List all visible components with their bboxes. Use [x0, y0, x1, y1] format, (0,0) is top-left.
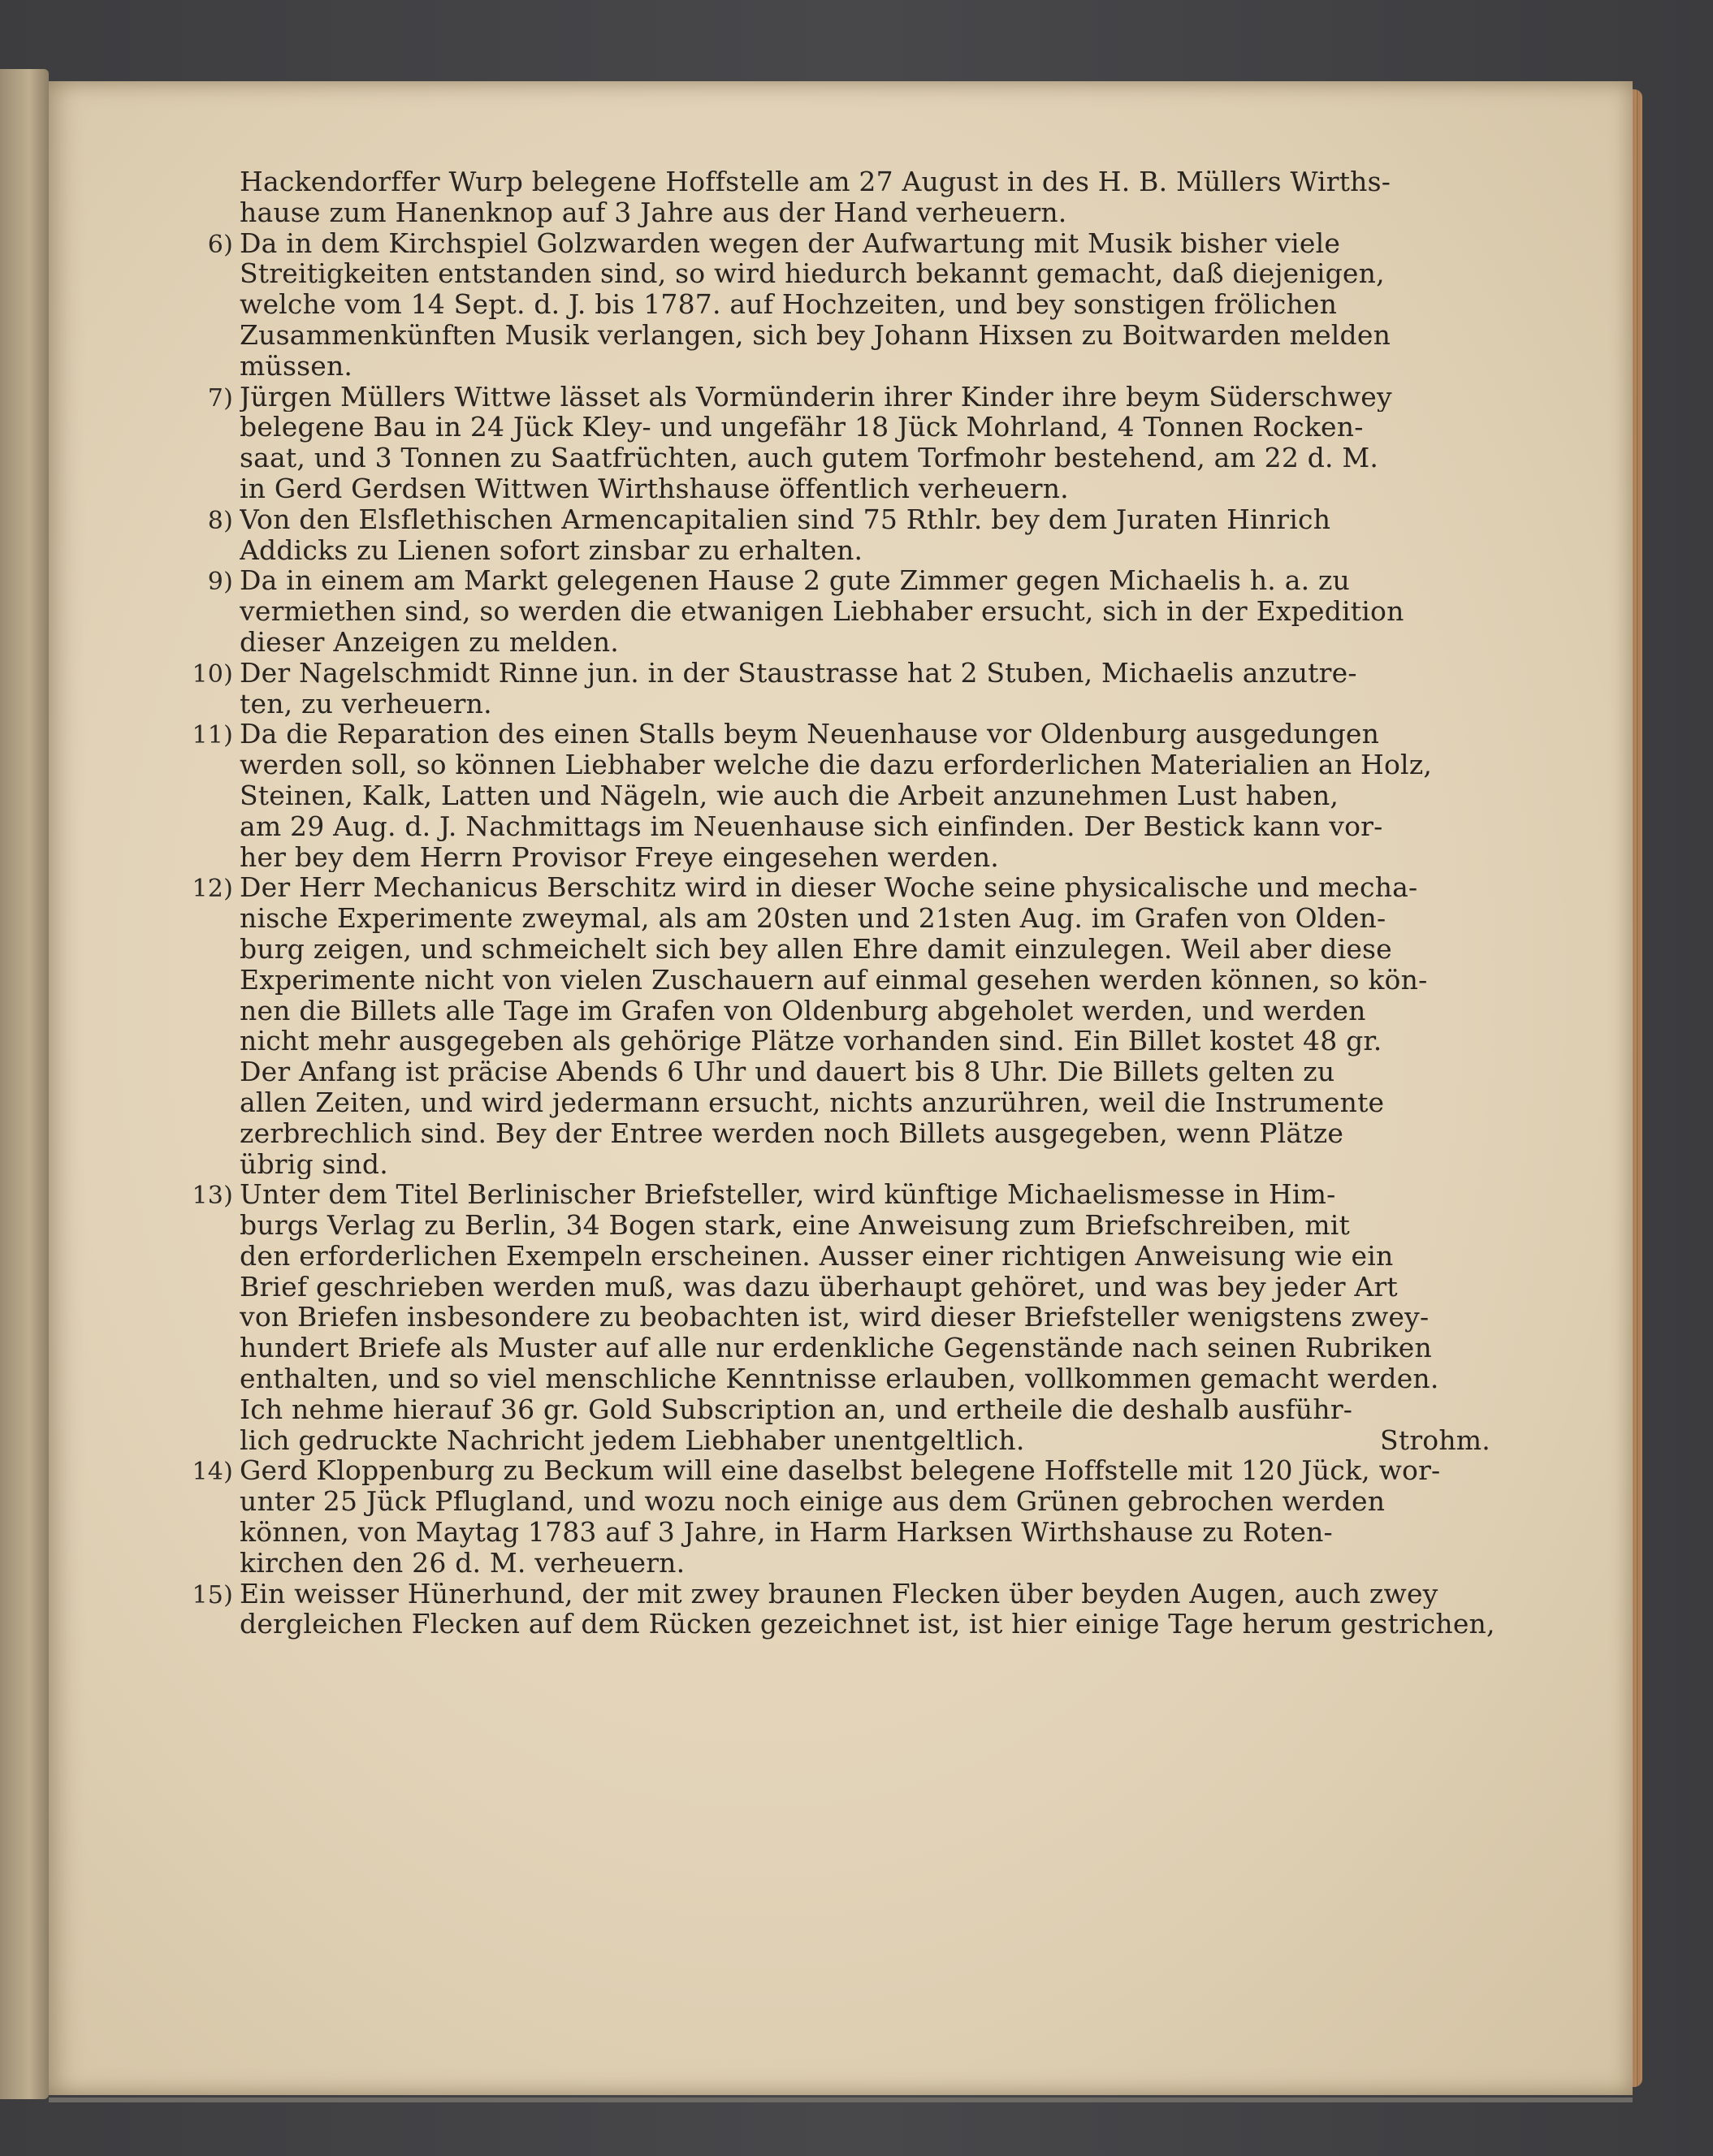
- entry-number: 14): [192, 1458, 233, 1487]
- page-bottom-edge: [49, 2098, 1633, 2102]
- entry-number: 12): [192, 875, 233, 904]
- text-line: Hackendorffer Wurp belegene Hoffstelle am 27 August in des H. B. Müllers Wirths-: [240, 166, 1391, 197]
- text-line: Da in dem Kirchspiel Golzwarden wegen der Aufwartung mit Musik bisher viele: [240, 227, 1341, 259]
- text-line: hause zum Hanenknop auf 3 Jahre aus der Hand verheuern.: [240, 197, 1067, 228]
- text-line: zerbrechlich sind. Bey der Entree werden noch Billets ausgegeben, wenn Plätze: [240, 1117, 1344, 1149]
- entry-text: [240, 382, 1523, 504]
- notice-entry: [183, 872, 1523, 1179]
- entry-text: [240, 228, 1523, 382]
- text-line: allen Zeiten, und wird jedermann ersucht, nichts anzurühren, weil die Instrumente: [240, 1087, 1385, 1118]
- text-line: Der Nagelschmidt Rinne jun. in der Staustrasse hat 2 Stuben, Michaelis anzutre-: [240, 657, 1357, 689]
- text-line: vermiethen sind, so werden die etwanigen Liebhaber ersucht, sich in der Expedition: [240, 596, 1404, 627]
- text-line: her bey dem Herrn Provisor Freye eingesehen werden.: [240, 841, 999, 873]
- text-line: dergleichen Flecken auf dem Rücken gezeichnet ist, ist hier einige Tage herum gestrichen,: [240, 1609, 1495, 1640]
- text-line: übrig sind.: [240, 1148, 388, 1180]
- text-line: Gerd Kloppenburg zu Beckum will eine daselbst belegene Hoffstelle mit 120 Jück, wor-: [240, 1455, 1441, 1487]
- entry-number: 13): [192, 1182, 233, 1211]
- text-line: saat, und 3 Tonnen zu Saatfrüchten, auch gutem Torfmohr bestehend, am 22 d. M.: [240, 443, 1379, 473]
- notice-entry: [183, 658, 1523, 719]
- text-line: Addicks zu Lienen sofort zinsbar zu erhalten.: [240, 534, 863, 566]
- text-line: Da in einem am Markt gelegenen Hause 2 gute Zimmer gegen Michaelis h. a. zu: [240, 565, 1350, 597]
- entry-text: [240, 1579, 1523, 1640]
- text-line: nen die Billets alle Tage im Grafen von Oldenburg abgeholet werden, und werden: [240, 995, 1366, 1026]
- entry-number: 9): [207, 568, 233, 597]
- text-line: können, von Maytag 1783 auf 3 Jahre, in Harm Harksen Wirthshause zu Roten-: [240, 1517, 1333, 1548]
- entry-number: 10): [192, 659, 233, 689]
- notice-entry: [183, 1179, 1523, 1455]
- entry-number: 15): [192, 1580, 233, 1609]
- text-line: Von den Elsflethischen Armencapitalien sind 75 Rthlr. bey dem Juraten Hinrich: [240, 503, 1331, 535]
- text-line: lich gedruckte Nachricht jedem Liebhaber unentgeltlich. Strohm.: [240, 1425, 1523, 1456]
- text-line: kirchen den 26 d. M. verheuern.: [240, 1547, 686, 1579]
- text-line: müssen.: [240, 350, 353, 382]
- notice-entry: [183, 719, 1523, 872]
- text-line: Unter dem Titel Berlinischer Briefsteller, wird künftige Michaelismesse in Him-: [240, 1179, 1336, 1211]
- notice-entry: [183, 382, 1523, 504]
- text-line: Brief geschrieben werden muß, was dazu überhaupt gehöret, und was bey jeder Art: [240, 1271, 1398, 1303]
- text-line: belegene Bau in 24 Jück Kley- und ungefähr 18 Jück Mohrland, 4 Tonnen Rocken-: [240, 412, 1364, 443]
- entry-number: 7): [207, 383, 233, 413]
- text-line: ten, zu verheuern.: [240, 688, 492, 719]
- text-line: von Briefen insbesondere zu beobachten ist, wird dieser Briefsteller wenigstens zwey-: [240, 1302, 1430, 1333]
- notice-entry: [183, 565, 1523, 657]
- facing-page-edge: [0, 69, 49, 2099]
- entry-text: [240, 565, 1523, 657]
- text-line: den erforderlichen Exempeln erscheinen. Ausser einer richtigen Anweisung wie ein: [240, 1240, 1394, 1272]
- text-line: burgs Verlag zu Berlin, 34 Bogen stark, eine Anweisung zum Briefschreiben, mit: [240, 1210, 1350, 1241]
- text-line: Jürgen Müllers Wittwe lässet als Vormünderin ihrer Kinder ihre beym Süderschwey: [240, 381, 1392, 413]
- text-line: Ich nehme hierauf 36 gr. Gold Subscription an, und ertheile die deshalb ausführ-: [240, 1393, 1353, 1425]
- text-line: dieser Anzeigen zu melden.: [240, 626, 619, 658]
- entry-text: [240, 872, 1523, 1179]
- entry-text: [240, 1179, 1523, 1455]
- notice-entry: [183, 166, 1523, 228]
- notice-entry: [183, 504, 1523, 566]
- text-line: werden soll, so können Liebhaber welche die dazu erforderlichen Materialien an Holz,: [240, 750, 1433, 780]
- text-line: am 29 Aug. d. J. Nachmittags im Neuenhause sich einfinden. Der Bestick kann vor-: [240, 810, 1383, 842]
- text-line: in Gerd Gerdsen Wittwen Wirthshause öffentlich verheuern.: [240, 473, 1069, 504]
- text-line: hundert Briefe als Muster auf alle nur erdenkliche Gegenstände nach seinen Rubriken: [240, 1333, 1432, 1364]
- text-line: nische Experimente zweymal, als am 20sten und 21sten Aug. im Grafen von Olden-: [240, 903, 1386, 934]
- text-line: Streitigkeiten entstanden sind, so wird hiedurch bekannt gemacht, daß diejenigen,: [240, 258, 1385, 290]
- page-text: [183, 166, 1523, 1640]
- notice-entry: [183, 228, 1523, 382]
- text-line: welche vom 14 Sept. d. J. bis 1787. auf Hochzeiten, und bey sonstigen frölichen: [240, 289, 1338, 320]
- text-line: Da die Reparation des einen Stalls beym Neuenhause vor Oldenburg ausgedungen: [240, 719, 1380, 750]
- text-line: Der Herr Mechanicus Berschitz wird in dieser Woche seine physicalische und mecha-: [240, 872, 1418, 904]
- text-line: Experimente nicht von vielen Zuschauern auf einmal gesehen werden können, so kön-: [240, 964, 1428, 996]
- text-line: nicht mehr ausgegeben als gehörige Plätze vorhanden sind. Ein Billet kostet 48 gr.: [240, 1026, 1382, 1057]
- notice-entry: [183, 1455, 1523, 1578]
- signature: Strohm.: [1380, 1424, 1490, 1456]
- notice-entry: [183, 1579, 1523, 1640]
- entry-number: 6): [207, 230, 233, 259]
- entry-text: [240, 504, 1523, 566]
- entry-text: [240, 1455, 1523, 1578]
- text-line: Zusammenkünften Musik verlangen, sich bey Johann Hixsen zu Boitwarden melden: [240, 319, 1391, 351]
- entry-text: [240, 166, 1523, 228]
- text-line: burg zeigen, und schmeichelt sich bey allen Ehre damit einzulegen. Weil aber diese: [240, 933, 1392, 965]
- entry-number: 8): [207, 506, 233, 535]
- text-line: unter 25 Jück Pflugland, und wozu noch einige aus dem Grünen gebrochen werden: [240, 1486, 1386, 1518]
- entry-text: [240, 658, 1523, 719]
- text-line: Steinen, Kalk, Latten und Nägeln, wie auch die Arbeit anzunehmen Lust haben,: [240, 780, 1339, 811]
- entry-text: [240, 719, 1523, 872]
- text-line: Ein weisser Hünerhund, der mit zwey braunen Flecken über beyden Augen, auch zwey: [240, 1578, 1438, 1609]
- text-line: Der Anfang ist präcise Abends 6 Uhr und dauert bis 8 Uhr. Die Billets gelten zu: [240, 1056, 1335, 1087]
- text-line: enthalten, und so viel menschliche Kenntnisse erlauben, vollkommen gemacht werden.: [240, 1363, 1439, 1394]
- entry-number: 11): [192, 721, 233, 750]
